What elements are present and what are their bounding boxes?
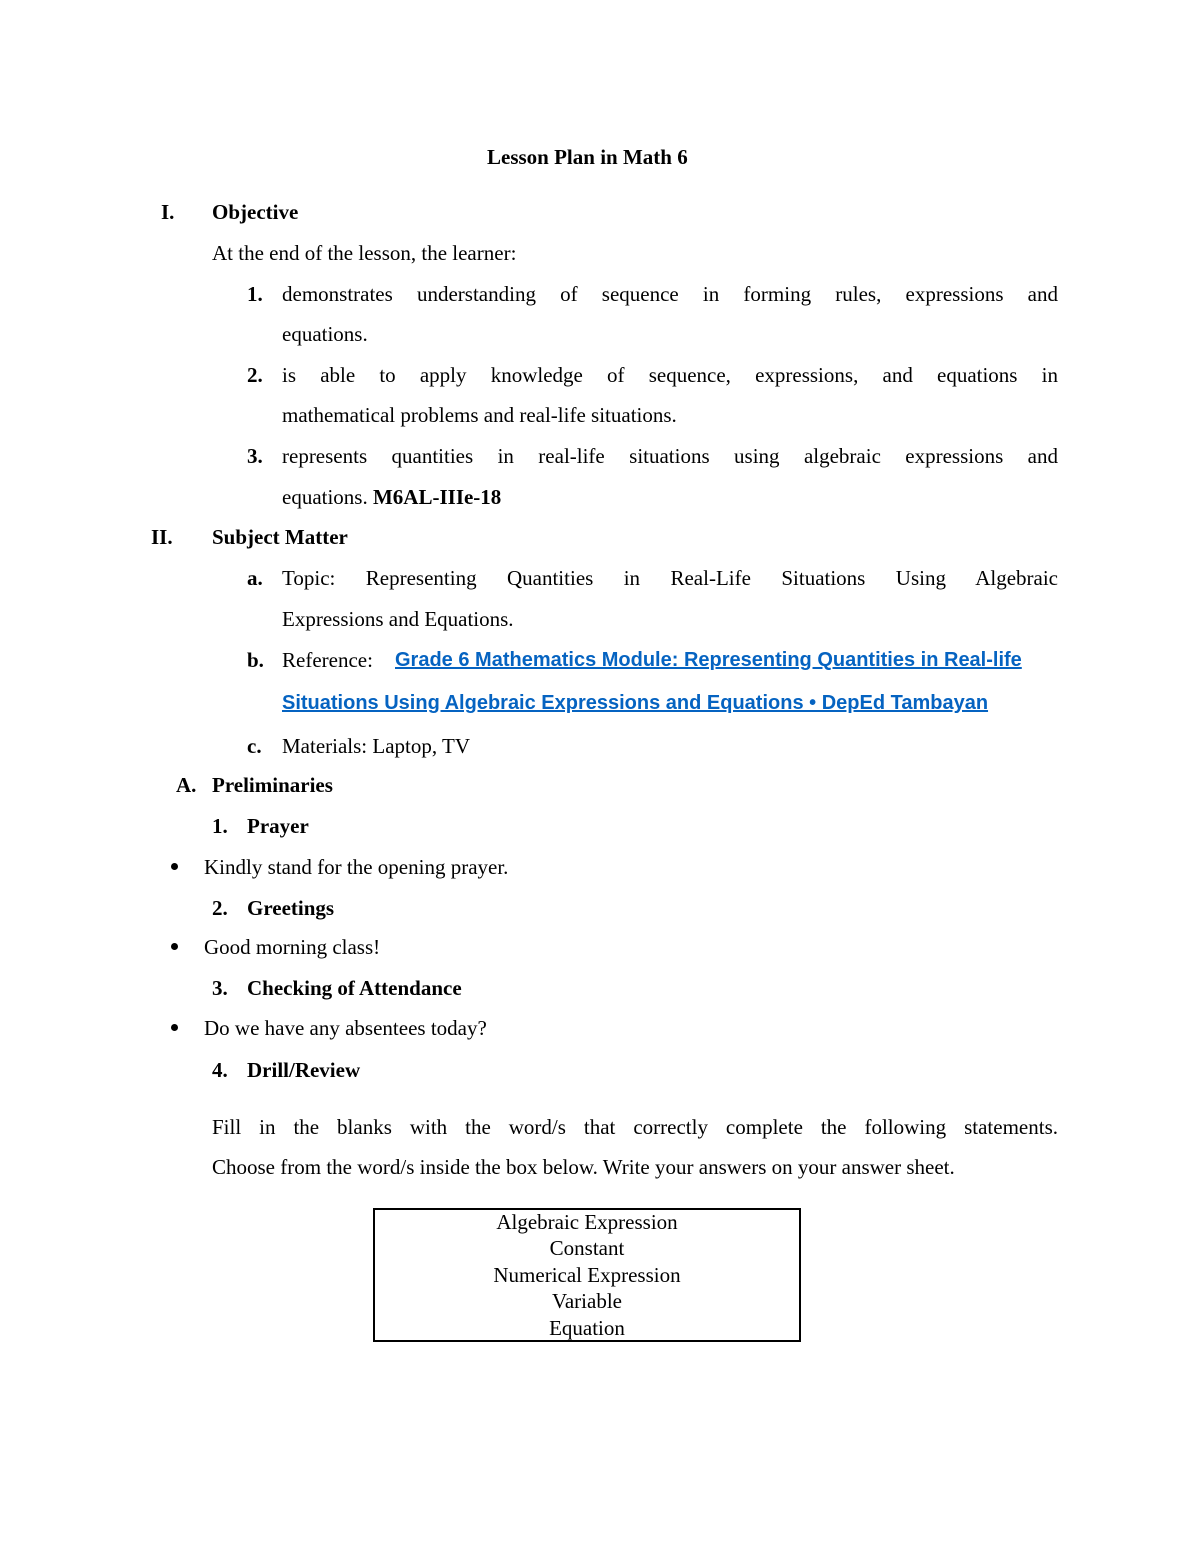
list-item-text: equations. — [282, 322, 368, 346]
topic-text: Expressions and Equations. — [282, 607, 514, 631]
word-box — [373, 1208, 801, 1342]
list-item-text: is able to apply knowledge of sequence, expressions, and equations in — [282, 363, 1058, 387]
section-heading-objective: Objective — [212, 200, 299, 224]
list-letter: a. — [247, 566, 263, 590]
topic-text: Topic: Representing Quantities in Real-Life Situations Using Algebraic — [282, 566, 1058, 590]
step-number: 1. — [212, 814, 228, 838]
reference-link[interactable]: Situations Using Algebraic Expressions and Equations • DepEd Tambayan — [282, 692, 989, 714]
step-heading-prayer: Prayer — [247, 814, 309, 838]
bullet-text: Good morning class! — [204, 935, 381, 959]
instructions-text: Fill in the blanks with the word/s that correctly complete the following statements. — [212, 1115, 1058, 1139]
step-heading-greetings: Greetings — [247, 896, 335, 920]
step-number: 3. — [212, 976, 228, 1000]
materials-text: Materials: Laptop, TV — [282, 734, 470, 758]
bullet-icon — [171, 1024, 178, 1031]
list-number: 2. — [247, 363, 263, 387]
list-item-text: demonstrates understanding of sequence in forming rules, expressions and — [282, 282, 1058, 306]
word-box-item: Algebraic Expression — [496, 1209, 678, 1234]
step-number: 2. — [212, 896, 228, 920]
step-heading-attendance: Checking of Attendance — [247, 976, 462, 1000]
section-heading-subject-matter: Subject Matter — [212, 525, 348, 549]
list-letter: c. — [247, 734, 262, 758]
list-number: 1. — [247, 282, 263, 306]
bullet-icon — [171, 863, 178, 870]
bullet-icon — [171, 943, 178, 950]
list-item-text: mathematical problems and real-life situations. — [282, 403, 677, 427]
section-number: II. — [151, 525, 173, 549]
list-number: 3. — [247, 444, 263, 468]
reference-label: Reference: — [282, 648, 373, 672]
section-heading-preliminaries: Preliminaries — [212, 773, 333, 797]
section-letter: A. — [176, 773, 197, 797]
reference-link[interactable]: Grade 6 Mathematics Module: Representing Quantities in Real-life — [395, 649, 1022, 671]
list-item-text: represents quantities in real-life situations using algebraic expressions and — [282, 444, 1058, 468]
instructions-text: Choose from the word/s inside the box below. Write your answers on your answer sheet. — [212, 1155, 955, 1179]
word-box-item: Numerical Expression — [493, 1262, 681, 1287]
word-box-item: Equation — [549, 1315, 625, 1340]
step-heading-drill-review: Drill/Review — [247, 1058, 361, 1082]
bullet-text: Kindly stand for the opening prayer. — [204, 855, 509, 879]
list-item-text-last — [282, 487, 501, 508]
section-number: I. — [161, 200, 175, 224]
list-item-text: equations. — [282, 485, 368, 509]
word-box-item: Variable — [552, 1289, 622, 1314]
page-title: Lesson Plan in Math 6 — [487, 145, 688, 169]
bullet-text: Do we have any absentees today? — [204, 1016, 487, 1040]
step-number: 4. — [212, 1058, 228, 1082]
word-box-item: Constant — [549, 1236, 625, 1261]
competency-code: M6AL-IIIe-18 — [372, 485, 502, 509]
objective-intro: At the end of the lesson, the learner: — [212, 241, 517, 265]
list-letter: b. — [247, 648, 264, 672]
